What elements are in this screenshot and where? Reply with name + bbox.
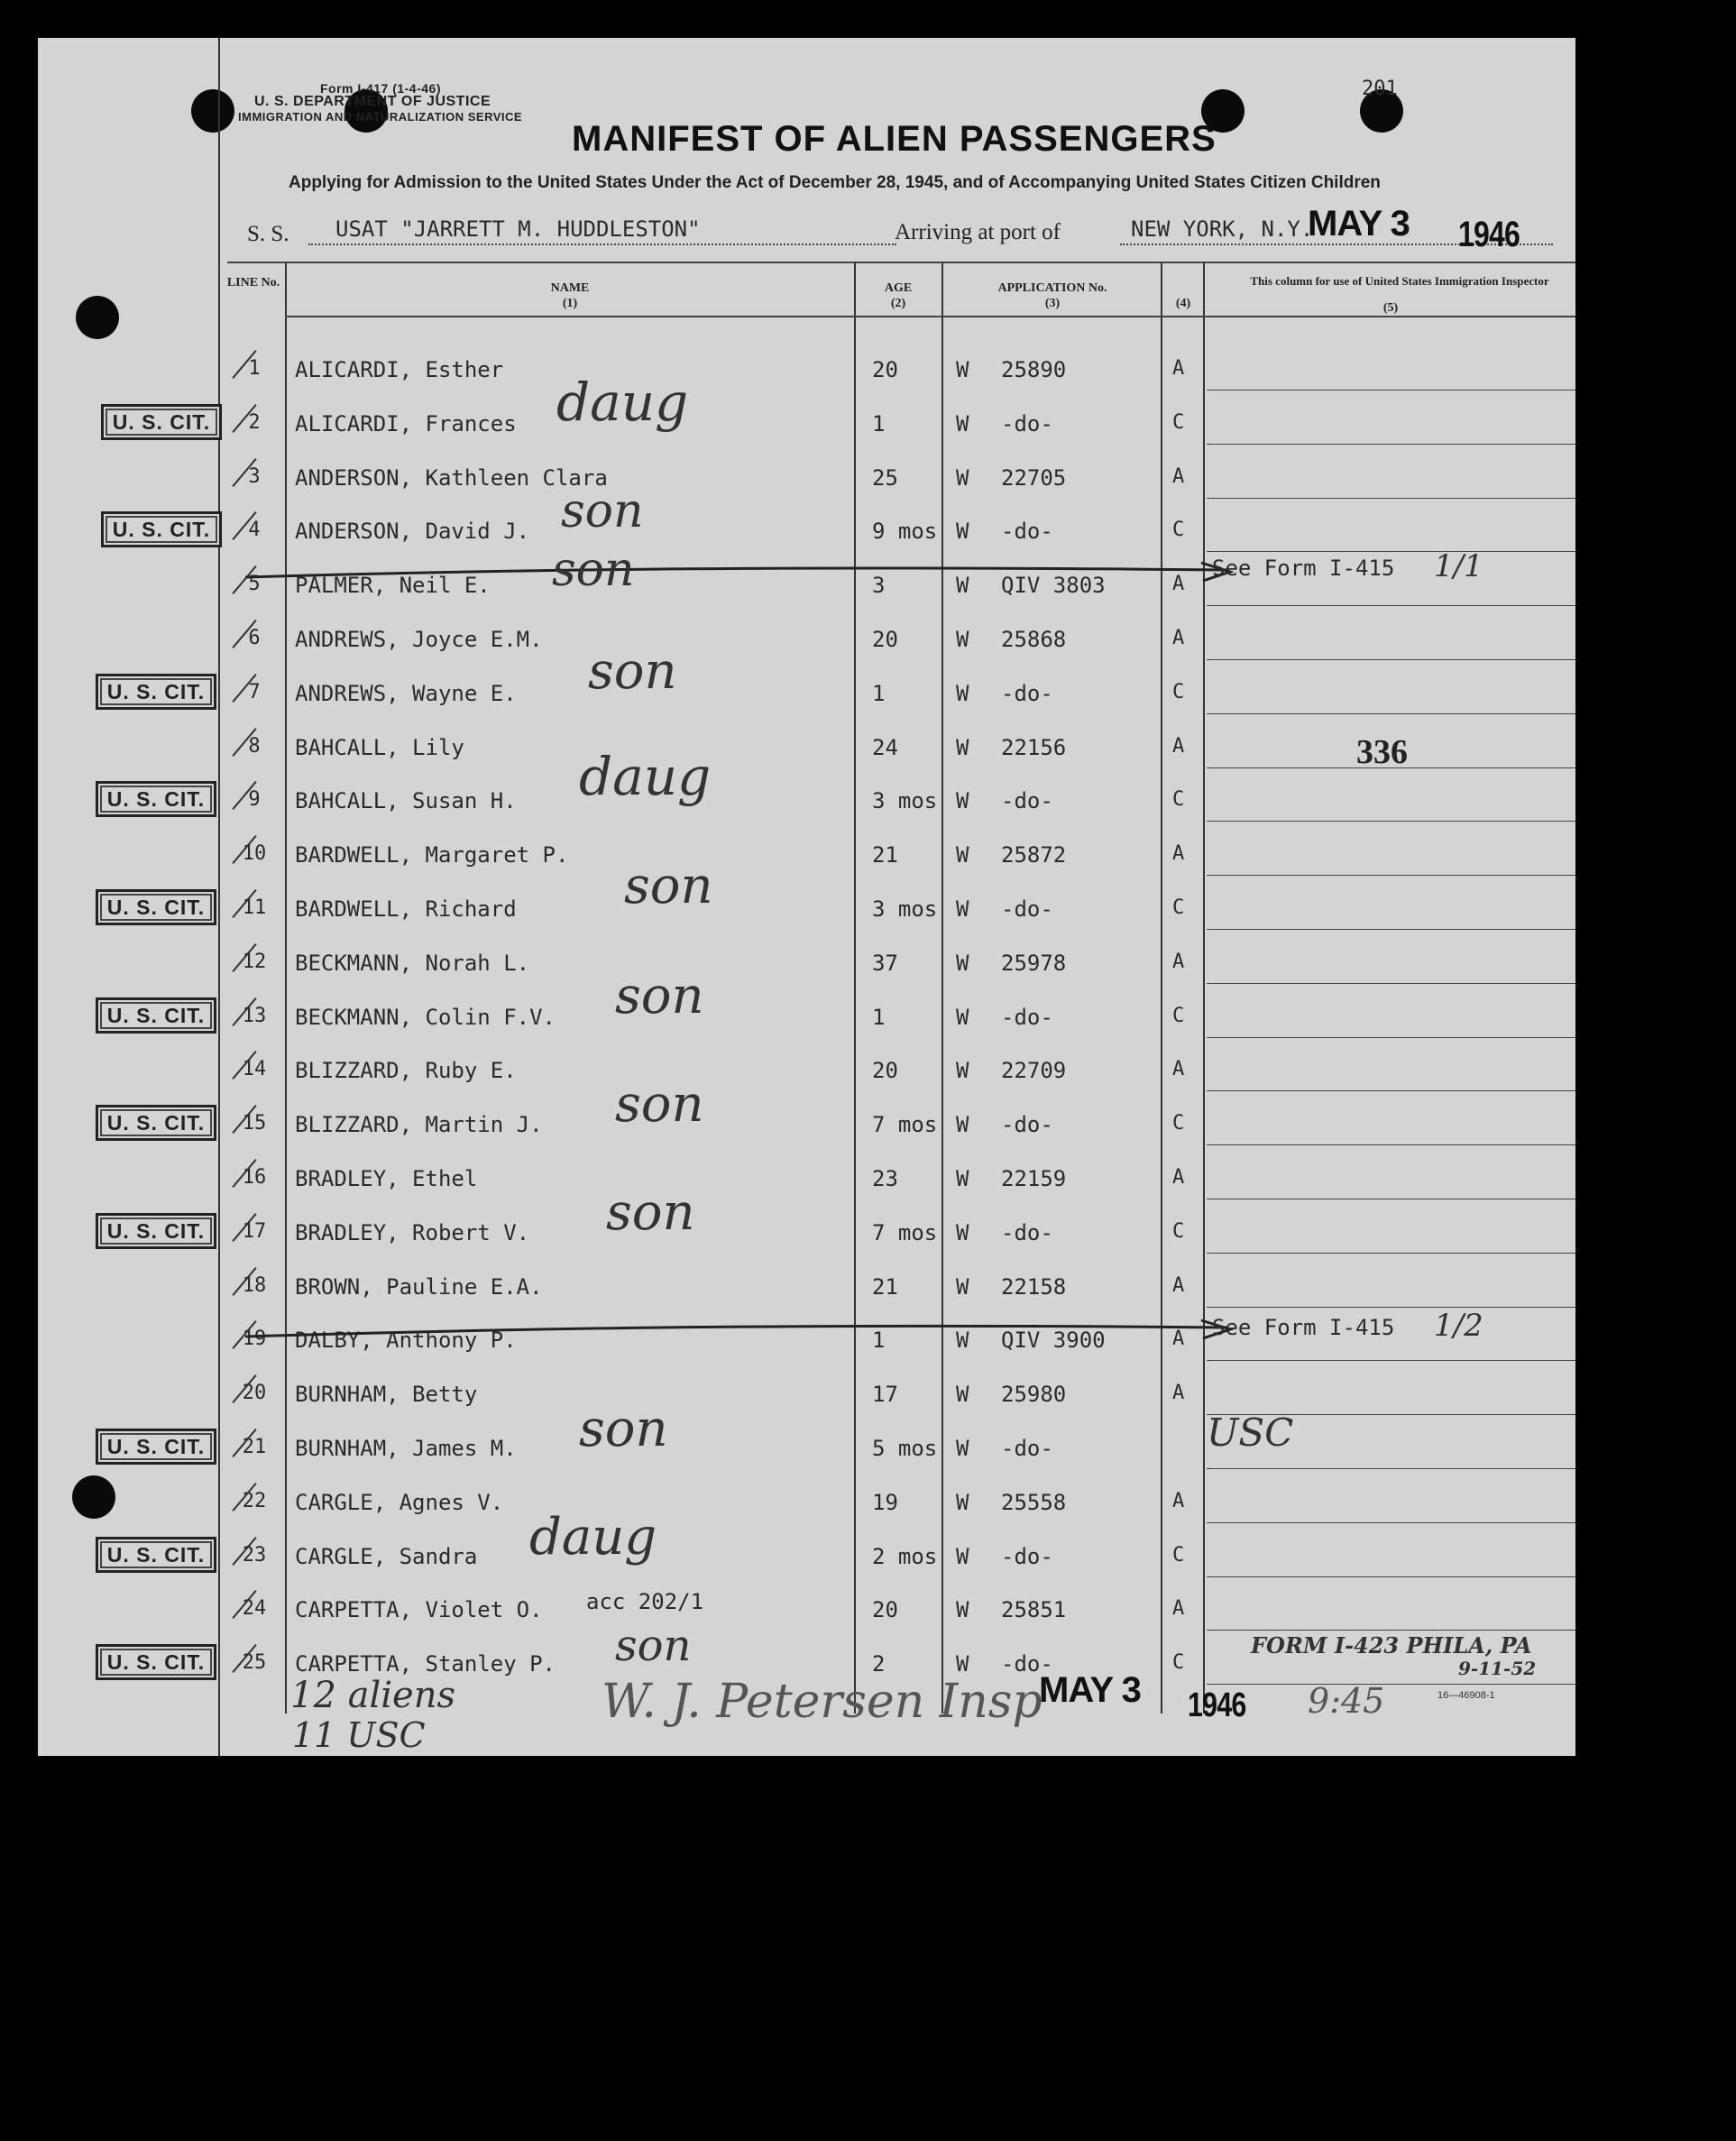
passenger-name: ANDERSON, David J.	[295, 519, 530, 544]
passenger-age: 2 mos	[872, 1544, 938, 1569]
page-number: 201	[1362, 78, 1398, 100]
us-cit-stamp: U. S. CIT.	[101, 404, 222, 440]
passenger-name: CARGLE, Sandra	[295, 1544, 478, 1569]
us-cit-stamp: U. S. CIT.	[101, 511, 222, 547]
application-number: 22709	[1001, 1058, 1067, 1083]
application-prefix: W	[956, 1274, 969, 1300]
application-prefix: W	[956, 735, 969, 760]
form-number: Form I-417 (1-4-46)	[320, 81, 441, 96]
line-number: 24	[242, 1597, 267, 1620]
application-number: 22158	[1001, 1274, 1067, 1300]
classification: A	[1172, 735, 1185, 758]
line-number: 7	[248, 681, 261, 703]
classification: C	[1172, 519, 1185, 541]
classification: A	[1172, 1328, 1185, 1350]
ship-name: USAT "JARRETT M. HUDDLESTON"	[335, 216, 701, 242]
application-number: -do-	[1001, 1112, 1053, 1137]
application-prefix: W	[956, 411, 969, 436]
document-subtitle: Applying for Admission to the United States Under the Act of December 28, 1945, and of Accompanying United States Citizen Children	[289, 173, 1381, 192]
line-number: 3	[248, 465, 261, 488]
us-cit-stamp: U. S. CIT.	[96, 781, 216, 817]
classification: A	[1172, 573, 1185, 595]
passenger-age: 1	[872, 411, 886, 436]
application-number: 25872	[1001, 842, 1067, 868]
passenger-age: 20	[872, 357, 898, 382]
hand-son-7: son	[588, 642, 677, 701]
col-header-inspector: This column for use of United States Immigration Inspector	[1250, 274, 1549, 288]
classification: A	[1172, 951, 1185, 973]
print-code: 16—46908-1	[1437, 1690, 1495, 1701]
line-number: 23	[242, 1544, 267, 1567]
hand-daug-23: daug	[529, 1508, 657, 1567]
application-number: -do-	[1001, 1651, 1053, 1677]
passenger-age: 1	[872, 1005, 886, 1030]
passenger-age: 2	[872, 1651, 886, 1677]
hand-son-25: son	[615, 1621, 692, 1671]
hand-son-13: son	[615, 967, 704, 1025]
passenger-age: 20	[872, 1058, 898, 1083]
col-header-inspector-no: (5)	[1382, 301, 1399, 315]
passenger-name: ALICARDI, Esther	[295, 357, 504, 382]
passenger-age: 7 mos	[872, 1220, 938, 1245]
ship-label: S. S.	[247, 222, 289, 246]
passenger-name: CARPETTA, Violet O.	[295, 1597, 543, 1622]
classification: A	[1172, 1597, 1185, 1620]
hand-son-15: son	[615, 1075, 704, 1134]
application-prefix: W	[956, 1544, 969, 1569]
col-header-col4-no: (4)	[1175, 297, 1191, 310]
us-cit-stamp: U. S. CIT.	[96, 1537, 216, 1573]
col-header-app-no: (3)	[1044, 297, 1061, 310]
classification: A	[1172, 627, 1185, 649]
passenger-name: BARDWELL, Margaret P.	[295, 842, 569, 868]
us-cit-stamp: U. S. CIT.	[96, 1644, 216, 1680]
department-name: U. S. DEPARTMENT OF JUSTICE	[254, 94, 491, 109]
see-form-row-19: See Form I-415	[1212, 1315, 1395, 1340]
application-prefix: W	[956, 1220, 969, 1245]
hand-son-21: son	[579, 1400, 668, 1458]
line-number: 2	[248, 411, 261, 434]
application-number: -do-	[1001, 681, 1053, 706]
classification: C	[1172, 788, 1185, 811]
classification: A	[1172, 1490, 1185, 1512]
us-cit-stamp: U. S. CIT.	[96, 1213, 216, 1249]
application-number: 22705	[1001, 465, 1067, 491]
passenger-age: 3 mos	[872, 896, 938, 922]
passenger-age: 7 mos	[872, 1112, 938, 1137]
application-number: 25851	[1001, 1597, 1067, 1622]
arrival-stamp-date: MAY 3	[1308, 204, 1410, 244]
passenger-name: BAHCALL, Lily	[295, 735, 464, 760]
hand-son-17: son	[606, 1183, 695, 1242]
application-prefix: W	[956, 1382, 969, 1407]
application-prefix: W	[956, 1166, 969, 1191]
see-form-row-19-fraction: 1/2	[1434, 1308, 1483, 1344]
application-prefix: W	[956, 1058, 969, 1083]
passenger-name: BECKMANN, Norah L.	[295, 951, 530, 976]
us-cit-stamp: U. S. CIT.	[96, 674, 216, 710]
col-header-age: AGE	[884, 281, 913, 295]
passenger-name: BRADLEY, Robert V.	[295, 1220, 530, 1245]
col-header-line: LINE No.	[226, 276, 280, 289]
col-header-name: NAME	[550, 281, 590, 295]
classification: A	[1172, 357, 1185, 380]
passenger-age: 3	[872, 573, 886, 598]
passenger-age: 37	[872, 951, 898, 976]
application-number: -do-	[1001, 411, 1053, 436]
application-prefix: W	[956, 357, 969, 382]
passenger-age: 19	[872, 1490, 898, 1515]
passenger-name: ANDREWS, Wayne E.	[295, 681, 517, 706]
passenger-age: 9 mos	[872, 519, 938, 544]
application-prefix: W	[956, 788, 969, 813]
manifest-sheet	[38, 38, 1575, 1756]
passenger-name: BLIZZARD, Ruby E.	[295, 1058, 517, 1083]
application-prefix: W	[956, 1597, 969, 1622]
passenger-name: PALMER, Neil E.	[295, 573, 491, 598]
line-number: 6	[248, 627, 261, 649]
application-prefix: W	[956, 1490, 969, 1515]
classification: C	[1172, 1112, 1185, 1135]
classification: C	[1172, 1220, 1185, 1243]
see-form-row-5-fraction: 1/1	[1434, 548, 1483, 584]
col-header-name-no: (1)	[562, 297, 578, 310]
application-number: -do-	[1001, 1220, 1053, 1245]
application-number: 25980	[1001, 1382, 1067, 1407]
passenger-name: BECKMANN, Colin F.V.	[295, 1005, 556, 1030]
passenger-age: 1	[872, 681, 886, 706]
application-prefix: W	[956, 627, 969, 652]
application-number: 25978	[1001, 951, 1067, 976]
port-label: Arriving at port of	[895, 220, 1061, 244]
line-number: 14	[242, 1058, 267, 1080]
classification: C	[1172, 411, 1185, 434]
application-prefix: W	[956, 519, 969, 544]
passenger-name: BRADLEY, Ethel	[295, 1166, 478, 1191]
application-prefix: W	[956, 896, 969, 922]
line-number: 22	[242, 1490, 267, 1512]
application-number: 25558	[1001, 1490, 1067, 1515]
passenger-name: BROWN, Pauline E.A.	[295, 1274, 543, 1300]
application-number: 22159	[1001, 1166, 1067, 1191]
classification: A	[1172, 465, 1185, 488]
passenger-age: 24	[872, 735, 898, 760]
classification: C	[1172, 1005, 1185, 1027]
hand-daug-2: daug	[556, 372, 689, 433]
line-number: 19	[242, 1328, 267, 1350]
line-number: 8	[248, 735, 261, 758]
application-prefix: W	[956, 681, 969, 706]
application-prefix: W	[956, 1651, 969, 1677]
passenger-name: BLIZZARD, Martin J.	[295, 1112, 543, 1137]
us-cit-stamp: U. S. CIT.	[96, 1429, 216, 1465]
application-number: -do-	[1001, 788, 1053, 813]
passenger-age: 3 mos	[872, 788, 938, 813]
application-prefix: W	[956, 842, 969, 868]
form-i423-date: 9-11-52	[1458, 1658, 1537, 1679]
passenger-age: 5 mos	[872, 1436, 938, 1461]
application-prefix: W	[956, 465, 969, 491]
classification: A	[1172, 1274, 1185, 1297]
hand-son-4: son	[561, 484, 644, 538]
document-title: MANIFEST OF ALIEN PASSENGERS	[572, 119, 1217, 159]
line-number: 9	[248, 788, 261, 811]
count-336: 336	[1356, 733, 1408, 771]
line-number: 5	[248, 573, 261, 595]
acc-note-row-24: acc 202/1	[586, 1589, 704, 1614]
passenger-name: ANDREWS, Joyce E.M.	[295, 627, 543, 652]
classification: A	[1172, 842, 1185, 865]
us-cit-stamp: U. S. CIT.	[96, 997, 216, 1034]
passenger-age: 20	[872, 1597, 898, 1622]
application-number: -do-	[1001, 1544, 1053, 1569]
classification: C	[1172, 896, 1185, 919]
footer-usc-count: 11 USC	[292, 1715, 426, 1755]
passenger-age: 21	[872, 1274, 898, 1300]
classification: C	[1172, 1651, 1185, 1674]
classification: A	[1172, 1382, 1185, 1404]
line-number: 16	[242, 1166, 267, 1189]
application-number: -do-	[1001, 1436, 1053, 1461]
application-prefix: W	[956, 573, 969, 598]
form-i423-note: FORM I-423 PHILA, PA	[1251, 1632, 1532, 1659]
line-number: 11	[242, 896, 267, 919]
passenger-name: BARDWELL, Richard	[295, 896, 517, 922]
passenger-name: CARGLE, Agnes V.	[295, 1490, 504, 1515]
hand-son-5: son	[552, 543, 635, 597]
strike-lines	[38, 38, 1575, 1756]
hand-daug-9: daug	[579, 746, 712, 807]
application-prefix: W	[956, 1328, 969, 1353]
line-number: 15	[242, 1112, 267, 1135]
passenger-age: 17	[872, 1382, 898, 1407]
service-name: IMMIGRATION AND NATURALIZATION SERVICE	[238, 110, 523, 124]
passenger-name: DALBY, Anthony P.	[295, 1328, 517, 1353]
application-number: -do-	[1001, 519, 1053, 544]
classification: A	[1172, 1058, 1185, 1080]
port-name: NEW YORK, N.Y.	[1131, 216, 1314, 242]
classification: A	[1172, 1166, 1185, 1189]
passenger-age: 23	[872, 1166, 898, 1191]
application-number: -do-	[1001, 896, 1053, 922]
application-number: -do-	[1001, 1005, 1053, 1030]
col-header-app: APPLICATION No.	[997, 281, 1107, 295]
line-number: 17	[242, 1220, 267, 1243]
passenger-age: 20	[872, 627, 898, 652]
usc-row-21: USC	[1207, 1410, 1294, 1455]
application-prefix: W	[956, 951, 969, 976]
passenger-name: BAHCALL, Susan H.	[295, 788, 517, 813]
us-cit-stamp: U. S. CIT.	[96, 1105, 216, 1141]
application-prefix: W	[956, 1436, 969, 1461]
footer-aliens-count: 12 aliens	[290, 1675, 456, 1716]
application-number: 25890	[1001, 357, 1067, 382]
passenger-name: ANDERSON, Kathleen Clara	[295, 465, 608, 491]
line-number: 18	[242, 1274, 267, 1297]
classification: C	[1172, 1544, 1185, 1567]
passenger-age: 1	[872, 1328, 886, 1353]
passenger-name: ALICARDI, Frances	[295, 411, 517, 436]
application-number: QIV 3900	[1001, 1328, 1106, 1353]
arrival-stamp-year: 1946	[1458, 215, 1520, 254]
line-number: 20	[242, 1382, 267, 1404]
hand-son-11: son	[624, 857, 713, 915]
classification: C	[1172, 681, 1185, 703]
passenger-name: CARPETTA, Stanley P.	[295, 1651, 556, 1677]
application-number: QIV 3803	[1001, 573, 1106, 598]
line-number: 21	[242, 1436, 267, 1458]
see-form-row-5: See Form I-415	[1212, 556, 1395, 581]
passenger-age: 21	[872, 842, 898, 868]
line-number: 25	[242, 1651, 267, 1674]
passenger-age: 25	[872, 465, 898, 491]
line-number: 13	[242, 1005, 267, 1027]
footer-stamp-date: MAY 3	[1039, 1670, 1141, 1710]
line-number: 12	[242, 951, 267, 973]
passenger-name: BURNHAM, James M.	[295, 1436, 517, 1461]
line-number: 1	[248, 357, 261, 380]
passenger-name: BURNHAM, Betty	[295, 1382, 478, 1407]
application-prefix: W	[956, 1112, 969, 1137]
line-number: 10	[242, 842, 267, 865]
col-header-age-no: (2)	[890, 297, 906, 310]
line-number: 4	[248, 519, 261, 541]
footer-stamp-year: 1946	[1188, 1686, 1246, 1724]
us-cit-stamp: U. S. CIT.	[96, 889, 216, 925]
inspector-signature: W. J. Petersen Insp	[602, 1675, 1043, 1729]
application-prefix: W	[956, 1005, 969, 1030]
application-number: 25868	[1001, 627, 1067, 652]
application-number: 22156	[1001, 735, 1067, 760]
footer-stamp-time: 9:45	[1308, 1681, 1385, 1721]
